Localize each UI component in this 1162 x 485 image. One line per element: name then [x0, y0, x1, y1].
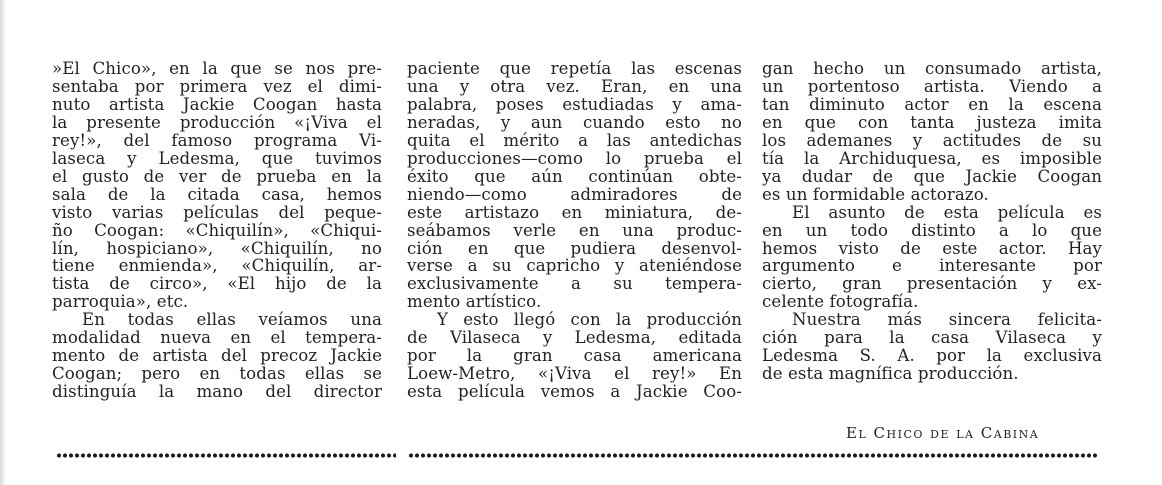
- text-line: visto varias películas del peque-: [52, 202, 382, 222]
- text-line: exclusivamente a su tempera-: [407, 274, 742, 294]
- text-line: es un formidable actorazo.: [762, 184, 989, 204]
- text-line: nuto artista Jackie Coogan hasta: [52, 94, 382, 114]
- text-line: gan hecho un consumado artista,: [762, 59, 1102, 78]
- text-line: verse a su capricho y ateniéndose: [407, 256, 742, 276]
- text-line: argumento e interesante por: [762, 256, 1102, 276]
- text-line: en que con tanta justeza imita: [762, 112, 1102, 132]
- page-edge-shadow: [0, 0, 6, 485]
- text-line: los ademanes y actitudes de su: [762, 130, 1102, 150]
- text-line: mento artístico.: [407, 292, 542, 312]
- text-line: por la gran casa americana: [407, 346, 742, 366]
- text-line: ya dudar de que Jackie Coogan: [762, 166, 1102, 186]
- text-line: seábamos verle en una produc-: [407, 220, 742, 240]
- text-line: mento de artista del precoz Jackie: [52, 346, 382, 366]
- text-line: »El Chico», en la que se nos pre-: [52, 59, 382, 78]
- text-line: esta película vemos a Jackie Coo-: [407, 382, 742, 402]
- text-line: ción en que pudiera desenvol-: [407, 238, 742, 258]
- text-line: Coogan; pero en todas ellas se: [52, 364, 382, 384]
- text-line: laseca y Ledesma, que tuvimos: [52, 148, 382, 168]
- text-line: sala de la citada casa, hemos: [52, 184, 382, 204]
- text-line: un portentoso artista. Viendo a: [762, 76, 1102, 96]
- text-line: este artistazo en miniatura, de-: [407, 202, 742, 222]
- text-line: En todas ellas veíamos una: [82, 310, 382, 330]
- text-line: una y otra vez. Eran, en una: [407, 76, 742, 96]
- article-column-2: [407, 60, 742, 401]
- text-line: Nuestra más sincera felicita-: [792, 310, 1102, 330]
- text-line: éxito que aún continúan obte-: [407, 166, 742, 186]
- text-line: el gusto de ver de prueba en la: [52, 166, 382, 186]
- text-line: cierto, gran presentación y ex-: [762, 274, 1102, 294]
- text-line: en un todo distinto a lo que: [762, 220, 1102, 240]
- text-line: Y esto llegó con la producción: [437, 310, 742, 330]
- text-line: quita el mérito a las antedichas: [407, 130, 742, 150]
- text-line: sentaba por primera vez el dimi-: [52, 76, 382, 96]
- text-line: de esta magnífica producción.: [762, 364, 1019, 384]
- text-line: Ledesma S. A. por la exclusiva: [762, 346, 1102, 366]
- text-line: tiene enmienda», «Chiquilín, ar-: [52, 256, 382, 276]
- text-line: modalidad nueva en el tempera-: [52, 328, 382, 348]
- text-line: tista de circo», «El hijo de la: [52, 274, 382, 294]
- author-signature: El Chico de la Cabina: [846, 424, 1040, 442]
- text-line: celente fotografía.: [762, 292, 919, 312]
- text-line: ción para la casa Vilaseca y: [762, 328, 1102, 348]
- text-line: producciones—como lo prueba el: [407, 148, 742, 168]
- text-line: de Vilaseca y Ledesma, editada: [407, 328, 742, 348]
- text-line: palabra, poses estudiadas y ama-: [407, 94, 742, 114]
- article-column-1: [52, 60, 382, 401]
- text-line: lín, hospiciano», «Chiquilín, no: [52, 238, 382, 258]
- text-line: rey!», del famoso programa Vi-: [52, 130, 382, 150]
- text-line: distinguía la mano del director: [52, 382, 382, 402]
- text-line: niendo—como admiradores de: [407, 184, 742, 204]
- text-line: parroquia», etc.: [52, 292, 189, 312]
- text-line: El asunto de esta película es: [792, 202, 1102, 222]
- text-line: Loew-Metro, «¡Viva el rey!» En: [407, 364, 742, 384]
- text-line: la presente producción «¡Viva el: [52, 112, 382, 132]
- text-line: hemos visto de este actor. Hay: [762, 238, 1102, 258]
- dotted-separator-rule: [408, 452, 1098, 459]
- text-line: tía la Archiduquesa, es imposible: [762, 148, 1102, 168]
- text-line: ño Coogan: «Chiquilín», «Chiqui-: [52, 220, 382, 240]
- article-column-3: [762, 60, 1102, 383]
- dotted-separator-rule: [56, 452, 396, 459]
- text-line: tan diminuto actor en la escena: [762, 94, 1102, 114]
- text-line: neradas, y aun cuando esto no: [407, 112, 742, 132]
- text-line: paciente que repetía las escenas: [407, 59, 742, 78]
